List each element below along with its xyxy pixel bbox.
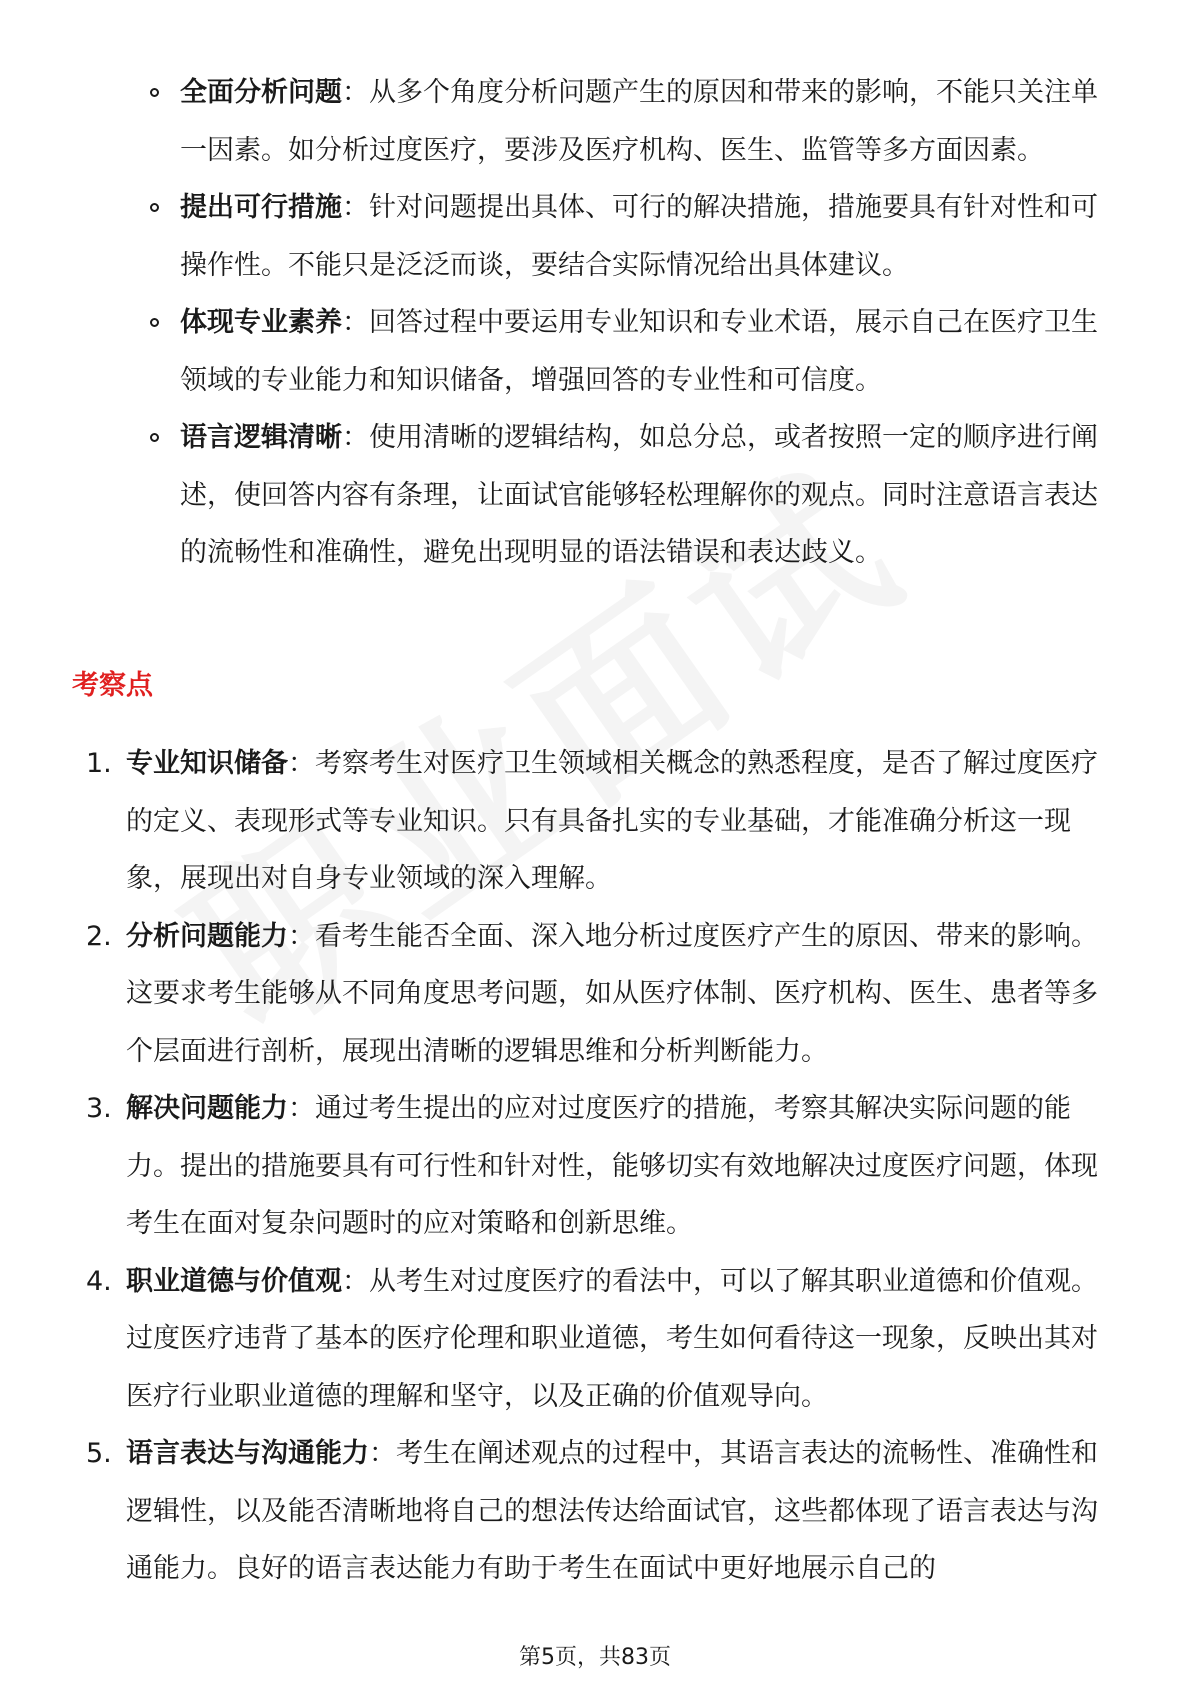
item-term: 解决问题能力: [126, 1093, 288, 1124]
list-item: [86, 1425, 1116, 1598]
item-term: 分析问题能力: [126, 920, 288, 952]
item-number: 1.: [86, 748, 112, 779]
numbered-list: [86, 735, 1116, 1598]
item-text: ：从考生对过度医疗的看法中，可以了解其职业道德和价值观。过度医疗违背了基本的医疗伦理和职业道德，考生如何看待这一现象，反映出其对医疗行业职业道德的理解和坚守，以及正确的价值观导向。: [126, 1265, 1098, 1412]
item-text: ：看考生能否全面、深入地分析过度医疗产生的原因、带来的影响。这要求考生能够从不同角度思考问题，如从医疗体制、医疗机构、医生、患者等多个层面进行剖析，展现出清晰的逻辑思维和分析判断能力。: [126, 920, 1098, 1067]
hollow-circle-bullet-icon: [150, 318, 159, 327]
hollow-circle-bullet-icon: [150, 433, 159, 442]
bullet-text: ：回答过程中要运用专业知识和专业术语，展示自己在医疗卫生领域的专业能力和知识储备，增强回答的专业性和可信度。: [180, 307, 1098, 396]
bullet-text: ：从多个角度分析问题产生的原因和带来的影响，不能只关注单一因素。如分析过度医疗，要涉及医疗机构、医生、监管等多方面因素。: [180, 77, 1098, 166]
item-term: 专业知识储备: [126, 748, 288, 779]
list-item: [86, 1253, 1116, 1426]
page-number-footer: 第5页，共83页: [519, 1645, 671, 1670]
item-text: ：考生在阐述观点的过程中，其语言表达的流畅性、准确性和逻辑性，以及能否清晰地将自己的想法传达给面试官，这些都体现了语言表达与沟通能力。良好的语言表达能力有助于考生在面试中更好地展示自己的: [126, 1438, 1098, 1584]
item-number: 2.: [86, 920, 112, 952]
item-number: 4.: [86, 1265, 112, 1297]
bullet-text: ：针对问题提出具体、可行的解决措施，措施要具有针对性和可操作性。不能只是泛泛而谈，要结合实际情况给出具体建议。: [180, 192, 1098, 281]
bullet-term: 提出可行措施: [180, 192, 342, 223]
item-number: 5.: [86, 1438, 112, 1469]
hollow-circle-bullet-icon: [150, 203, 159, 212]
list-item: [86, 908, 1116, 1081]
item-term: 职业道德与价值观: [126, 1265, 342, 1297]
item-text: ：通过考生提出的应对过度医疗的措施，考察其解决实际问题的能力。提出的措施要具有可行性和针对性，能够切实有效地解决过度医疗问题，体现考生在面对复杂问题时的应对策略和创新思维。: [126, 1093, 1098, 1239]
item-text: ：考察考生对医疗卫生领域相关概念的熟悉程度，是否了解过度医疗的定义、表现形式等专业知识。只有具备扎实的专业基础，才能准确分析这一现象，展现出对自身专业领域的深入理解。: [126, 748, 1098, 894]
bullet-term: 语言逻辑清晰: [180, 422, 342, 453]
item-number: 3.: [86, 1093, 112, 1124]
section-heading: 考察点: [72, 670, 153, 701]
list-item: [86, 735, 1116, 908]
bullet-list: [150, 64, 1110, 582]
list-item: [150, 179, 1110, 294]
bullet-term: 全面分析问题: [180, 77, 342, 108]
hollow-circle-bullet-icon: [150, 88, 159, 97]
list-item: [150, 64, 1110, 179]
bullet-text: ：使用清晰的逻辑结构，如总分总，或者按照一定的顺序进行阐述，使回答内容有条理，让面试官能够轻松理解你的观点。同时注意语言表达的流畅性和准确性，避免出现明显的语法错误和表达歧义。: [180, 422, 1098, 568]
list-item: [150, 294, 1110, 409]
list-item: [150, 409, 1110, 582]
item-term: 语言表达与沟通能力: [126, 1438, 369, 1469]
bullet-term: 体现专业素养: [180, 307, 342, 338]
list-item: [86, 1080, 1116, 1253]
